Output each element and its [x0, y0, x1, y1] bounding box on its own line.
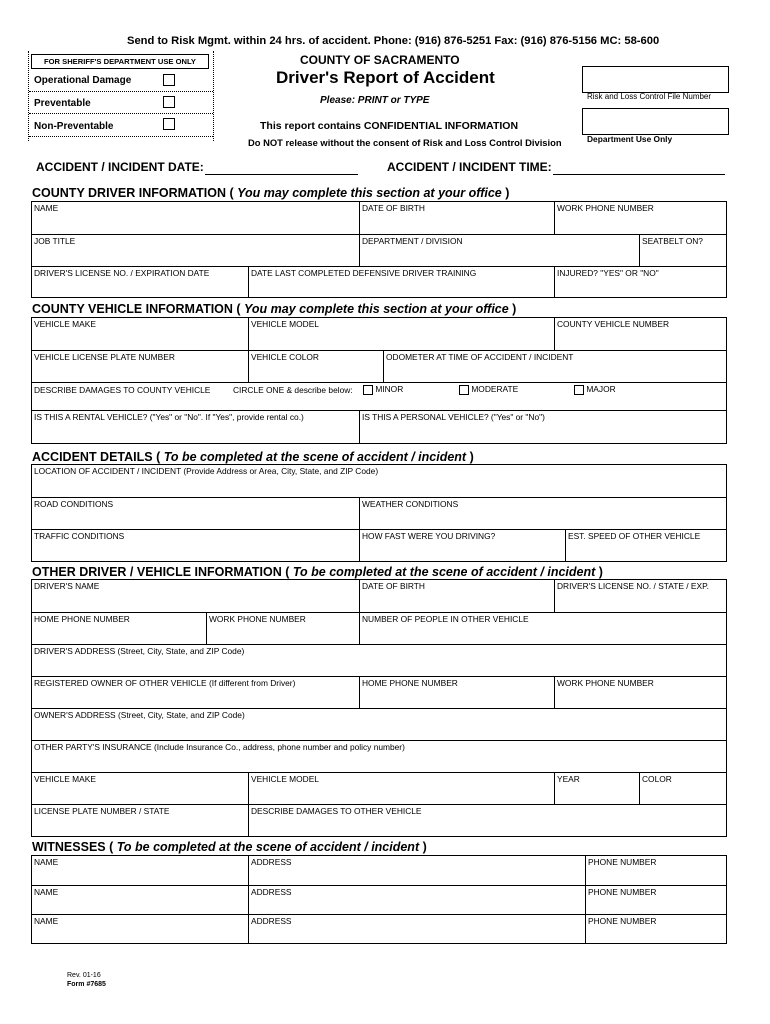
- other-home-phone-field[interactable]: HOME PHONE NUMBER: [34, 614, 130, 624]
- non-preventable-checkbox[interactable]: [163, 118, 175, 130]
- owner-home-phone-field[interactable]: HOME PHONE NUMBER: [359, 677, 554, 708]
- driving-speed-field[interactable]: HOW FAST WERE YOU DRIVING?: [359, 530, 565, 561]
- other-vehicle-model-field[interactable]: VEHICLE MODEL: [248, 773, 554, 804]
- driver-name-field[interactable]: NAME: [34, 203, 59, 213]
- other-driver-table: [31, 579, 727, 837]
- page-title: Driver's Report of Accident: [276, 68, 495, 87]
- witness-address-field[interactable]: ADDRESS: [248, 856, 585, 885]
- damage-major-option[interactable]: MAJOR: [572, 383, 672, 410]
- county-name: COUNTY OF SACRAMENTO: [300, 53, 460, 67]
- plate-number-field[interactable]: VEHICLE LICENSE PLATE NUMBER: [34, 352, 175, 362]
- accident-details-heading: ACCIDENT DETAILS ( To be completed at the scene of accident / incident ): [32, 450, 474, 464]
- department-use-box[interactable]: [582, 108, 729, 135]
- sheriff-box-title: FOR SHERIFF'S DEPARTMENT USE ONLY: [31, 54, 209, 69]
- other-vehicle-color-field[interactable]: COLOR: [639, 773, 726, 804]
- sheriff-option-non-preventable: Non-Preventable: [34, 121, 114, 132]
- witness-name-field[interactable]: NAME: [34, 916, 59, 926]
- witness-phone-field[interactable]: PHONE NUMBER: [585, 856, 726, 885]
- other-driver-dob-field[interactable]: DATE OF BIRTH: [359, 580, 554, 612]
- county-driver-heading: COUNTY DRIVER INFORMATION ( You may complete this section at your office ): [32, 186, 510, 200]
- circle-one-label: CIRCLE ONE & describe below:: [233, 385, 353, 395]
- other-driver-address-field[interactable]: DRIVER'S ADDRESS (Street, City, State, and ZIP Code): [34, 646, 245, 656]
- preventable-checkbox[interactable]: [163, 96, 175, 108]
- revision-label: Rev. 01-16: [67, 972, 101, 979]
- sheriff-option-preventable: Preventable: [34, 98, 91, 109]
- injured-field[interactable]: INJURED? "YES" OR "NO": [554, 267, 726, 297]
- traffic-conditions-field[interactable]: TRAFFIC CONDITIONS: [34, 531, 125, 541]
- risk-file-number-box[interactable]: [582, 66, 729, 93]
- license-field[interactable]: DRIVER'S LICENSE NO. / EXPIRATION DATE: [34, 268, 210, 278]
- other-insurance-field[interactable]: OTHER PARTY'S INSURANCE (Include Insurance Co., address, phone number and policy number): [34, 742, 405, 752]
- moderate-checkbox[interactable]: [459, 385, 469, 395]
- county-driver-table: [31, 201, 727, 298]
- witness-row: [32, 856, 726, 885]
- accident-location-field[interactable]: LOCATION OF ACCIDENT / INCIDENT (Provide Address or Area, City, State, and ZIP Code): [34, 466, 379, 476]
- driver-dob-field[interactable]: DATE OF BIRTH: [359, 202, 554, 234]
- confidential-note: This report contains CONFIDENTIAL INFORMATION: [260, 120, 519, 132]
- operational-damage-checkbox[interactable]: [163, 74, 175, 86]
- other-vehicle-speed-field[interactable]: EST. SPEED OF OTHER VEHICLE: [565, 530, 726, 561]
- seatbelt-field[interactable]: SEATBELT ON?: [639, 235, 726, 266]
- county-vehicle-table: [31, 317, 727, 444]
- people-in-vehicle-field[interactable]: NUMBER OF PEOPLE IN OTHER VEHICLE: [359, 613, 726, 644]
- weather-conditions-field[interactable]: WEATHER CONDITIONS: [359, 498, 726, 529]
- vehicle-color-field[interactable]: VEHICLE COLOR: [248, 351, 383, 382]
- witness-row: [32, 914, 726, 943]
- other-driver-license-field[interactable]: DRIVER'S LICENSE NO. / STATE / EXP.: [554, 580, 726, 612]
- rental-vehicle-field[interactable]: IS THIS A RENTAL VEHICLE? ("Yes" or "No". If "Yes", provide rental co.): [34, 412, 304, 422]
- witnesses-heading: WITNESSES ( To be completed at the scene of accident / incident ): [32, 840, 427, 854]
- accident-date-input[interactable]: [205, 162, 358, 175]
- top-instruction-line: Send to Risk Mgmt. within 24 hrs. of accident. Phone: (916) 876-5251 Fax: (916) 876-5156 MC: 58-600: [127, 35, 660, 47]
- describe-damages-label: DESCRIBE DAMAGES TO COUNTY VEHICLE: [34, 385, 211, 395]
- other-vehicle-damages-field[interactable]: DESCRIBE DAMAGES TO OTHER VEHICLE: [248, 805, 726, 836]
- owner-work-phone-field[interactable]: WORK PHONE NUMBER: [554, 677, 726, 708]
- vehicle-model-field[interactable]: VEHICLE MODEL: [248, 318, 554, 350]
- personal-vehicle-field[interactable]: IS THIS A PERSONAL VEHICLE? ("Yes" or "No"): [359, 411, 726, 443]
- odometer-field[interactable]: ODOMETER AT TIME OF ACCIDENT / INCIDENT: [383, 351, 726, 382]
- county-vehicle-number-field[interactable]: COUNTY VEHICLE NUMBER: [554, 318, 726, 350]
- driver-work-phone-field[interactable]: WORK PHONE NUMBER: [554, 202, 726, 234]
- owner-address-field[interactable]: OWNER'S ADDRESS (Street, City, State, and ZIP Code): [34, 710, 245, 720]
- print-note: Please: PRINT or TYPE: [320, 95, 430, 106]
- witness-name-field[interactable]: NAME: [34, 887, 59, 897]
- department-use-label: Department Use Only: [587, 134, 673, 144]
- other-driver-heading: OTHER DRIVER / VEHICLE INFORMATION ( To be completed at the scene of accident / incident ): [32, 565, 603, 579]
- witness-phone-field[interactable]: PHONE NUMBER: [585, 886, 726, 914]
- defensive-training-field[interactable]: DATE LAST COMPLETED DEFENSIVE DRIVER TRAINING: [248, 267, 554, 297]
- witness-phone-field[interactable]: PHONE NUMBER: [585, 915, 726, 943]
- sheriff-use-box: [28, 51, 214, 141]
- witness-address-field[interactable]: ADDRESS: [248, 886, 585, 914]
- accident-date-label: ACCIDENT / INCIDENT DATE:: [36, 160, 204, 174]
- other-driver-name-field[interactable]: DRIVER'S NAME: [34, 581, 100, 591]
- accident-details-table: [31, 464, 727, 562]
- damage-minor-option[interactable]: MINOR: [361, 383, 461, 410]
- risk-file-number-label: Risk and Loss Control File Number: [587, 92, 712, 101]
- witness-name-field[interactable]: NAME: [34, 857, 59, 867]
- release-note: Do NOT release without the consent of Risk and Loss Control Division: [248, 137, 562, 148]
- witness-address-field[interactable]: ADDRESS: [248, 915, 585, 943]
- county-vehicle-heading: COUNTY VEHICLE INFORMATION ( You may complete this section at your office ): [32, 302, 517, 316]
- other-vehicle-make-field[interactable]: VEHICLE MAKE: [34, 774, 96, 784]
- witness-row: [32, 885, 726, 914]
- job-title-field[interactable]: JOB TITLE: [34, 236, 76, 246]
- department-field[interactable]: DEPARTMENT / DIVISION: [359, 235, 639, 266]
- sheriff-option-operational: Operational Damage: [34, 75, 132, 86]
- major-checkbox[interactable]: [574, 385, 584, 395]
- accident-time-label: ACCIDENT / INCIDENT TIME:: [387, 160, 552, 174]
- registered-owner-field[interactable]: REGISTERED OWNER OF OTHER VEHICLE (If different from Driver): [34, 678, 296, 688]
- other-vehicle-year-field[interactable]: YEAR: [554, 773, 639, 804]
- damage-moderate-option[interactable]: MODERATE: [457, 383, 557, 410]
- minor-checkbox[interactable]: [363, 385, 373, 395]
- witnesses-table: [31, 855, 727, 944]
- vehicle-make-field[interactable]: VEHICLE MAKE: [34, 319, 96, 329]
- road-conditions-field[interactable]: ROAD CONDITIONS: [34, 499, 114, 509]
- accident-time-input[interactable]: [553, 162, 725, 175]
- form-number-label: Form #7685: [67, 981, 106, 988]
- other-work-phone-field[interactable]: WORK PHONE NUMBER: [206, 613, 359, 644]
- other-plate-field[interactable]: LICENSE PLATE NUMBER / STATE: [34, 806, 170, 816]
